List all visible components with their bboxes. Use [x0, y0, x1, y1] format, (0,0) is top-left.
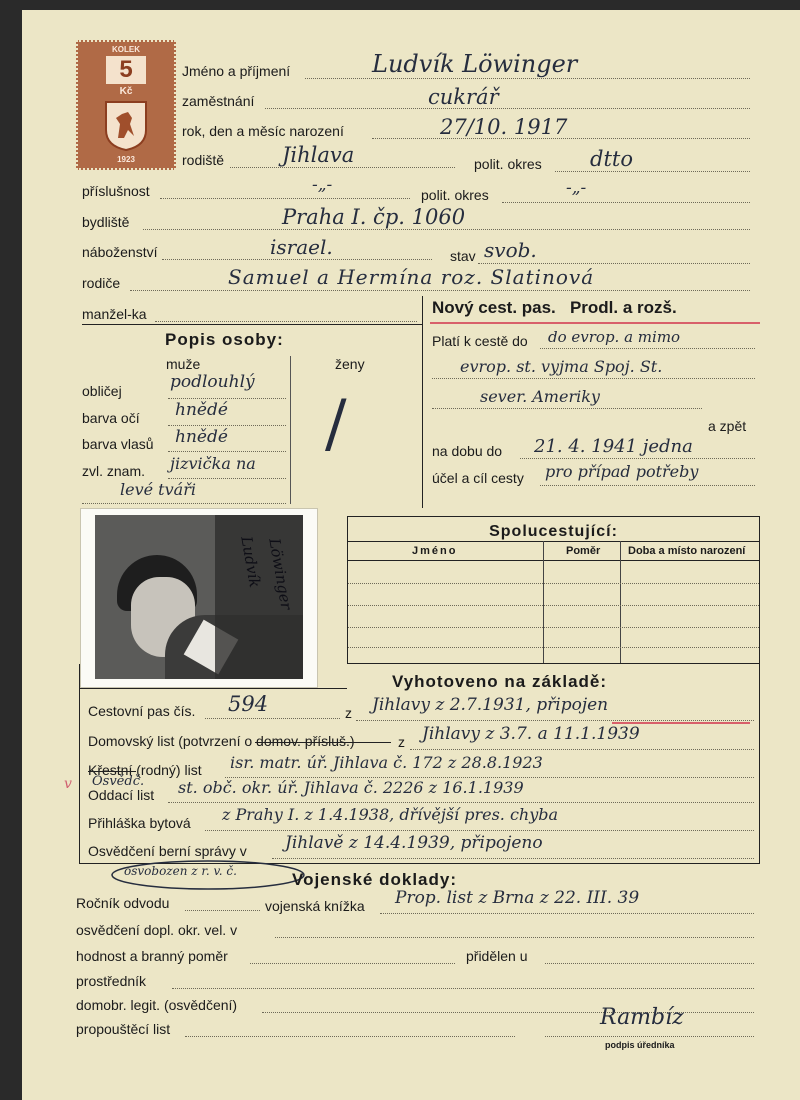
birthplace-line [230, 167, 455, 168]
valid-value-3: sever. Ameriky [480, 387, 600, 406]
description-box-top [82, 324, 422, 325]
face-line [168, 398, 286, 399]
basis-title: Vyhotoveno na základě: [392, 672, 608, 691]
companions-table [347, 516, 760, 664]
military-note: osvobozen z r. v. č. [124, 864, 237, 878]
discharge-line [185, 1036, 515, 1037]
hair-label: barva vlasů [82, 436, 154, 452]
district1-value: dtto [590, 147, 633, 171]
book-label: vojenská knížka [265, 898, 365, 914]
revenue-stamp [76, 40, 176, 170]
spouse-label: manžel-ka [82, 306, 147, 322]
tax-label: Osvědčení berní správy v [88, 843, 247, 859]
companions-row-line-1 [348, 583, 759, 584]
religion-value: israel. [270, 235, 333, 259]
face-label: obličej [82, 383, 122, 399]
passport-z-label: z [345, 705, 352, 721]
housing-label: Přihláška bytová [88, 815, 191, 831]
occupation-label: zaměstnání [182, 93, 255, 109]
parents-label: rodiče [82, 275, 121, 291]
cert-label: osvědčení dopl. okr. vel. v [76, 922, 238, 938]
companions-col-birth: Doba a místo narození [628, 545, 746, 557]
assigned-line [545, 963, 754, 964]
military-title: Vojenské doklady: [292, 870, 458, 889]
mediator-label: prostředník [76, 973, 147, 989]
birthplace-label: rodiště [182, 152, 225, 168]
photo-signature-2: Löwinger [265, 537, 296, 611]
home-strike [255, 742, 391, 743]
female-column-label: ženy [335, 356, 365, 372]
mediator-line [172, 988, 754, 989]
district2-line [502, 202, 750, 203]
home-z-label: z [398, 734, 405, 750]
legion-label: domobr. legit. (osvědčení) [76, 997, 238, 1013]
passport-no-line [205, 718, 340, 719]
baptism-label: Křestní (rodný) list [88, 762, 202, 778]
basis-box-top-left [79, 688, 347, 689]
companions-row-line-2 [348, 605, 759, 606]
rank-label: hodnost a branný poměr [76, 948, 228, 964]
face-value: podlouhlý [170, 372, 255, 392]
purpose-line [540, 485, 755, 486]
companions-header-rule [348, 560, 759, 561]
marks-label: zvl. znam. [82, 463, 146, 479]
citizenship-label: příslušnost [82, 183, 150, 199]
purpose-value: pro případ potřeby [545, 462, 699, 481]
passport-from-line [356, 720, 754, 721]
spouse-line [155, 321, 417, 322]
home-line [410, 749, 754, 750]
residence-value: Praha I. čp. 1060 [282, 205, 466, 229]
year-label: Ročník odvodu [76, 895, 170, 911]
marriage-note: Osvědč. [92, 774, 145, 789]
photo-signature-1: Ludvík [237, 535, 264, 589]
parents-line [130, 290, 750, 291]
eyes-value: hnědé [175, 400, 228, 420]
housing-value: z Prahy I. z 1.4.1938, dřívější pres. chyba [222, 805, 559, 824]
hair-line [168, 451, 286, 452]
companions-row-line-4 [348, 647, 759, 648]
book-value: Prop. list z Brna z 22. III. 39 [395, 888, 640, 908]
photo-portrait [95, 515, 303, 679]
passport-box-left-border [422, 296, 423, 508]
companions-col-divider-2 [620, 541, 621, 663]
birthplace-value: Jihlava [282, 143, 355, 167]
tax-value: Jihlavě z 14.4.1939, připojeno [285, 833, 543, 853]
description-title: Popis osoby: [165, 330, 284, 349]
district2-label: polit. okres [421, 187, 489, 203]
companions-title: Spolucestující: [489, 523, 618, 540]
home-label: Domovský list (potvrzení o domov. přísluš.) [88, 733, 355, 749]
period-line [520, 458, 755, 459]
occupation-line [265, 108, 750, 109]
companions-col-name: Jméno [412, 545, 458, 557]
baptism-value: isr. matr. úř. Jihlava č. 172 z 28.8.1923 [230, 753, 543, 772]
religion-label: náboženství [82, 244, 158, 260]
assigned-label: přidělen u [466, 948, 528, 964]
status-line [478, 263, 750, 264]
citizenship-line [160, 198, 410, 199]
residence-label: bydliště [82, 214, 130, 230]
valid-value-1: do evrop. a mimo [548, 328, 681, 346]
name-label: Jméno a příjmení [182, 63, 291, 79]
eyes-label: barva očí [82, 410, 140, 426]
stamp-top-text: KOLEK [112, 45, 140, 54]
passport-photo [80, 508, 318, 688]
passport-title-underline [430, 322, 760, 324]
marriage-label: Oddací list [88, 787, 155, 803]
rank-line [250, 963, 455, 964]
official-signature: Rambíz [600, 1005, 684, 1030]
passport-from-value: Jihlavy z 2.7.1931, připojen [372, 695, 609, 715]
male-column-label: muže [166, 356, 201, 372]
citizenship-value: -„- [312, 175, 333, 195]
passport-no-label: Cestovní pas čís. [88, 703, 196, 719]
marks-line [168, 478, 286, 479]
official-signature-line [545, 1036, 754, 1037]
purpose-label: účel a cíl cesty [432, 470, 524, 486]
housing-line [205, 830, 754, 831]
birth-value: 27/10. 1917 [440, 115, 568, 139]
home-value: Jihlavy z 3.7. a 11.1.1939 [422, 724, 640, 744]
marks-line-2 [82, 503, 286, 504]
year-line [185, 910, 260, 911]
residence-line [143, 229, 750, 230]
eyes-line [168, 425, 286, 426]
marks-value-2: levé tváři [120, 480, 196, 499]
marriage-value: st. obč. okr. úř. Jihlava č. 2226 z 16.1.1939 [178, 778, 524, 797]
hair-value: hnědé [175, 427, 228, 447]
district1-label: polit. okres [474, 156, 542, 172]
parents-value: Samuel a Hermína roz. Slatinová [228, 265, 595, 289]
official-label: podpis úředníka [605, 1040, 675, 1050]
passport-title: Nový cest. pas. Prodl. a rozš. [432, 298, 677, 317]
companions-row-line-3 [348, 627, 759, 628]
name-value: Ludvík Löwinger [372, 50, 578, 78]
book-line [380, 913, 754, 914]
name-line [305, 78, 750, 79]
status-value: svob. [484, 238, 537, 262]
valid-label: Platí k cestě do [432, 333, 528, 349]
female-value: / [325, 387, 347, 461]
companions-title-rule [348, 541, 759, 542]
valid-value-2: evrop. st. vyjma Spoj. St. [460, 357, 663, 376]
status-label: stav [450, 248, 476, 264]
margin-mark: v [64, 776, 72, 792]
stamp-bottom-text: 1923 [117, 155, 135, 164]
valid-line-2 [432, 378, 755, 379]
baptism-strike [88, 771, 136, 772]
lion-crest-icon [102, 100, 150, 152]
marriage-line [168, 802, 754, 803]
tax-line [272, 858, 754, 859]
period-label: na dobu do [432, 443, 503, 459]
marks-value-1: jizvička na [170, 454, 256, 473]
companions-col-relation: Poměr [566, 545, 601, 557]
stamp-value: 5 [106, 56, 146, 84]
and-back-label: a zpět [708, 418, 747, 434]
birth-label: rok, den a měsíc narození [182, 123, 344, 139]
religion-line [162, 259, 432, 260]
valid-line-1 [540, 348, 755, 349]
discharge-label: propouštěcí list [76, 1021, 171, 1037]
occupation-value: cukrář [428, 85, 499, 109]
stamp-currency: Kč [119, 86, 133, 97]
valid-line-3 [432, 408, 702, 409]
description-divider [290, 356, 291, 504]
cert-line [275, 937, 754, 938]
period-value: 21. 4. 1941 jedna [534, 436, 693, 457]
district1-line [555, 171, 750, 172]
companions-col-divider-1 [543, 541, 544, 663]
passport-no-value: 594 [228, 692, 269, 716]
district2-value: -„- [566, 178, 587, 198]
